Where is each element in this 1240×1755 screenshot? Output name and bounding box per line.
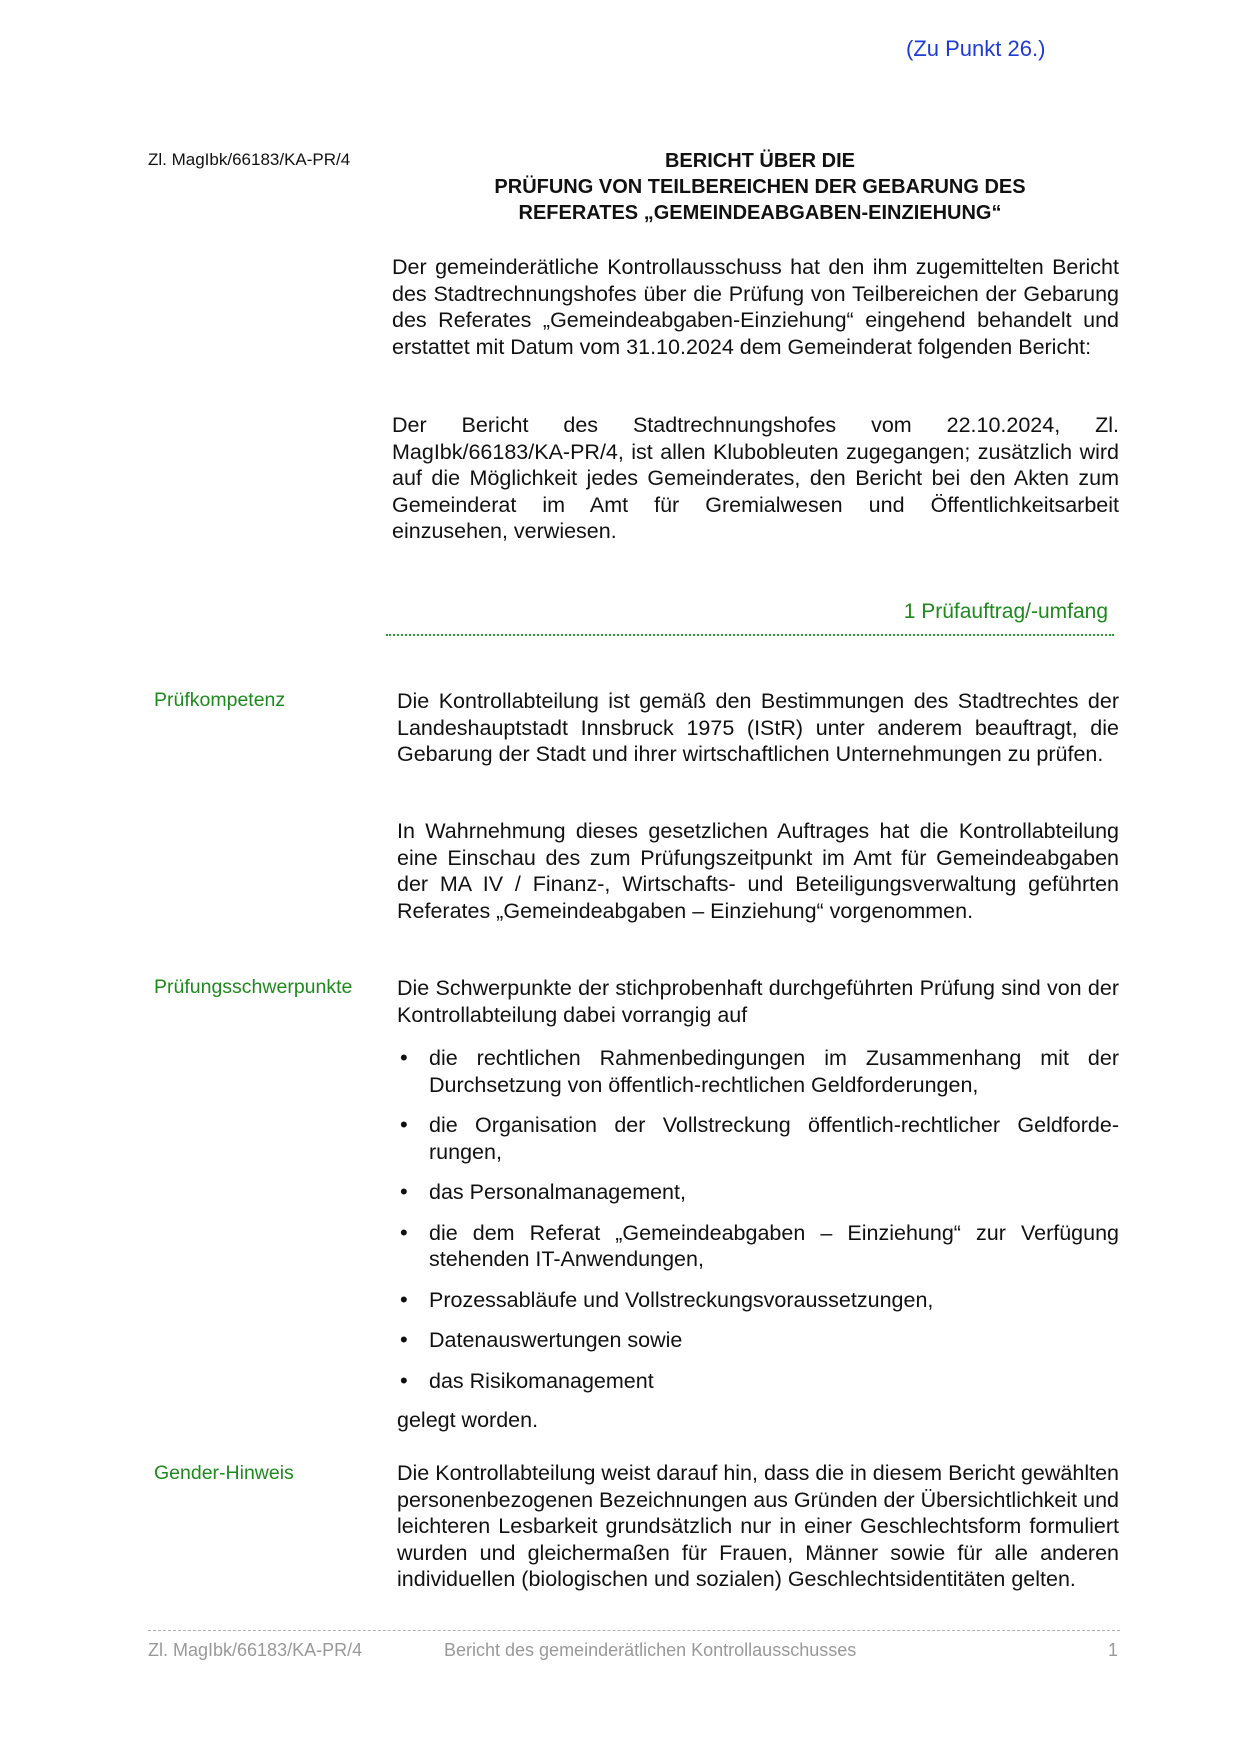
section-heading-text: 1 Prüfauftrag/-umfang [903,600,1108,623]
list-item: • das Personalmanagement, [397,1179,1119,1206]
agenda-reference: (Zu Punkt 26.) [906,36,1046,61]
focus-list [397,1045,1119,1408]
list-item: • Datenauswertungen sowie [397,1327,1119,1354]
page-number: 1 [1108,1640,1119,1660]
footer-title: Bericht des gemeinderätlichen Kontrollausschusses [444,1640,857,1660]
focus-intro: Die Schwerpunkte der stichprobenhaft durchgeführten Prüfung sind von der Kontrollabteilung dabei vorrangig auf [397,976,1119,1027]
gender-notice: Die Kontrollabteilung weist darauf hin, dass die in diesem Bericht gewählten personenbezogenen Bezeichnungen aus Gründen der Übersichtlichkeit und leichteren Lesbarkeit grundsätzlich nur in einer Geschlechtsform formuliert wurden und gleichermaßen für Frauen, Männer sowie für alle anderen individuellen (biologischen und sozialen) Geschlechtsidentitäten gelten. [397,1461,1119,1591]
section-heading [386,600,1114,636]
title-line: REFERATES „GEMEINDEABGABEN-EINZIEHUNG“ [518,202,1002,224]
footer-divider [148,1630,1120,1631]
list-item: • die Organisation der Vollstreckung öffentlich-rechtlicher Geldforderungen, [397,1112,1119,1165]
intro-paragraph-1: Der gemeinderätliche Kontrollausschuss hat den ihm zugemittelten Bericht des Stadtrechnungshofes über die Prüfung von Teilbereichen der Gebarung des Referates „Gemeindeabgaben-Einziehung“ eingehend behandelt und erstattet mit Datum vom 31.10.2024 dem Gemeinderat folgenden Bericht: [392,255,1119,359]
list-item: • Prozessabläufe und Vollstreckungsvoraussetzungen, [397,1287,1119,1314]
list-item: • die rechtlichen Rahmenbedingungen im Zusammenhang mit der Durchsetzung von öffentlich-rechtlichen Geldforderungen, [397,1045,1119,1098]
label-competence: Prüfkompetenz [154,689,286,711]
intro-paragraph-2: Der Bericht des Stadtrechnungshofes vom 22.10.2024, Zl. MagIbk/66183/KA-PR/4, ist allen Klubobleuten zugegangen; zusätzlich wird auf die Möglichkeit jedes Gemeinderates, den Bericht bei den Akten zum Gemeinderat im Amt für Gremialwesen und Öffentlichkeitsarbeit einzusehen, verwiesen. [392,413,1119,543]
competence-paragraph-2: In Wahrnehmung dieses gesetzlichen Auftrages hat die Kontrollabteilung eine Einschau des zum Prüfungszeitpunkt im Amt für Gemeindeabgaben der MA IV / Finanz-, Wirtschafts- und Beteiligungsverwaltung geführten Referates „Gemeindeabgaben – Einziehung“ vorgenommen. [397,819,1119,923]
label-focus: Prüfungsschwerpunkte [154,976,353,998]
title-line: PRÜFUNG VON TEILBEREICHEN DER GEBARUNG DES [494,176,1026,198]
list-item: • das Risikomanagement [397,1368,1119,1395]
footer-reference: Zl. MagIbk/66183/KA-PR/4 [148,1640,363,1660]
document-title [440,148,1080,226]
focus-closing: gelegt worden. [397,1408,539,1432]
reference-number: Zl. MagIbk/66183/KA-PR/4 [148,150,351,169]
competence-paragraph-1: Die Kontrollabteilung ist gemäß den Bestimmungen des Stadtrechtes der Landeshauptstadt Innsbruck 1975 (IStR) unter anderem beauftragt, die Gebarung der Stadt und ihrer wirtschaftlichen Unternehmungen zu prüfen. [397,689,1119,766]
label-gender: Gender-Hinweis [154,1462,294,1484]
title-line: BERICHT ÜBER DIE [664,150,855,172]
list-item: • die dem Referat „Gemeindeabgaben – Einziehung“ zur Verfügung stehenden IT-Anwendungen, [397,1220,1119,1273]
